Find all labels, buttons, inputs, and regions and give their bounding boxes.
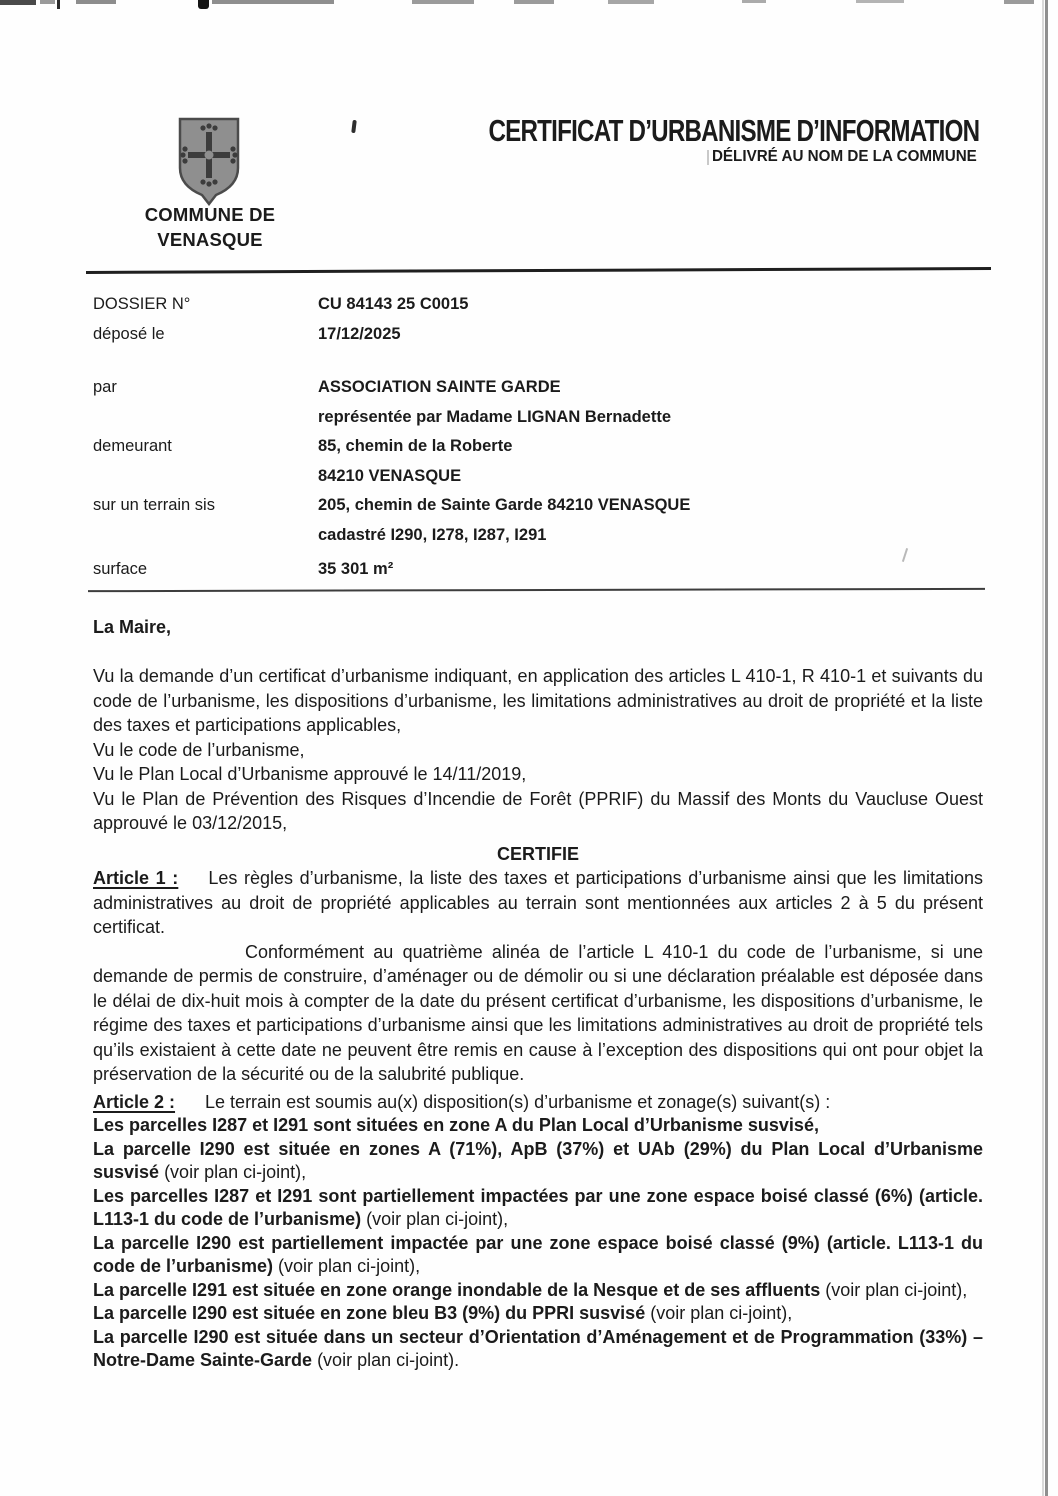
dossier-number-value: CU 84143 25 C0015 bbox=[318, 295, 469, 313]
article2-zone-line bbox=[93, 1138, 983, 1185]
cadastre-value: cadastré I290, I278, I287, I291 bbox=[318, 525, 547, 544]
zone-regular-text: (voir plan ci-joint), bbox=[159, 1162, 307, 1182]
zone-regular-text: (voir plan ci-joint). bbox=[312, 1350, 460, 1370]
zone-bold-text: La parcelle I290 est située en zones A (71%), ApB (37%) et UAb (29%) du Plan Local d’Urbanisme susvisé bbox=[93, 1138, 983, 1182]
dossier-row bbox=[93, 467, 983, 497]
scan-artifact bbox=[57, 0, 60, 9]
dossier-info-block bbox=[93, 288, 983, 590]
scan-artifact bbox=[412, 0, 474, 4]
scan-artifact bbox=[1004, 0, 1034, 4]
scan-artifact bbox=[742, 0, 766, 3]
zone-bold-text: La parcelle I290 est située en zone bleu B3 (9%) du PPRI susvisé bbox=[93, 1303, 646, 1323]
scan-artifact bbox=[608, 0, 654, 4]
scan-artifact bbox=[0, 0, 36, 5]
document-subtitle: DÉLIVRÉ AU NOM DE LA COMMUNE bbox=[712, 148, 977, 165]
scan-edge bbox=[1042, 0, 1044, 1496]
residence-city-value: 84210 VENASQUE bbox=[318, 466, 462, 485]
zone-regular-text: (voir plan ci-joint), bbox=[645, 1303, 793, 1323]
dossier-row bbox=[93, 496, 983, 526]
zone-regular-text: (voir plan ci-joint), bbox=[820, 1279, 968, 1300]
dossier-row bbox=[93, 526, 983, 556]
vu-paragraph-2: Vu le code de l’urbanisme, bbox=[93, 739, 305, 760]
article2-zone-line bbox=[93, 1114, 983, 1138]
deposit-date-value: 17/12/2025 bbox=[318, 324, 401, 343]
surface-value: 35 301 m² bbox=[318, 560, 394, 578]
zone-regular-text: (voir plan ci-joint), bbox=[273, 1256, 421, 1276]
scan-artifact bbox=[198, 0, 209, 9]
document-title: CERTIFICAT D’URBANISME D’INFORMATION bbox=[488, 113, 979, 148]
vu-paragraph-4: Vu le Plan de Prévention des Risques d’Incendie de Forêt (PPRIF) du Massif des Monts du Vaucluse Ouest approuvé le 03/12/2015, bbox=[93, 788, 983, 833]
commune-name bbox=[112, 202, 308, 252]
certifie-heading: CERTIFIE bbox=[496, 843, 579, 864]
scan-edge bbox=[1045, 0, 1048, 1496]
article2-zone-line bbox=[93, 1302, 983, 1326]
dossier-row bbox=[93, 560, 983, 590]
commune-name-line2: VENASQUE bbox=[157, 229, 263, 250]
article2-block bbox=[93, 1091, 983, 1373]
vu-paragraph-1: Vu la demande d’un certificat d’urbanisme indiquant, en application des articles L 410-1, R 410-1 et suivants du code de l’urbanisme, les dispositions d’urbanisme, les limitations administratives au droit de propriété et la liste des taxes et participations applicables, bbox=[93, 666, 983, 735]
scan-artifact bbox=[212, 0, 334, 4]
certificate-body bbox=[93, 615, 983, 1373]
article2-intro: Le terrain est soumis au(x) disposition(s) d’urbanisme et zonage(s) suivant(s) : bbox=[205, 1091, 831, 1112]
terrain-address-value: 205, chemin de Sainte Garde 84210 VENASQUE bbox=[318, 496, 691, 514]
vu-paragraph-3: Vu le Plan Local d’Urbanisme approuvé le 14/11/2019, bbox=[93, 764, 527, 784]
article2-heading: Article 2 : bbox=[93, 1091, 176, 1112]
deposit-date-label: déposé le bbox=[93, 324, 165, 343]
article2-zone-line bbox=[93, 1232, 983, 1279]
header-divider bbox=[86, 267, 991, 274]
terrain-label: sur un terrain sis bbox=[93, 496, 215, 514]
commune-name-line1: COMMUNE DE bbox=[144, 204, 276, 225]
dossier-row bbox=[93, 378, 983, 408]
article1-heading: Article 1 : bbox=[93, 868, 179, 888]
article2-heading-line bbox=[93, 1091, 983, 1115]
zone-bold-text: La parcelle I290 est située dans un secteur d’Orientation d’Aménagement et de Programmation (33%) – Notre-Dame Sainte-Garde bbox=[93, 1326, 983, 1370]
residence-label: demeurant bbox=[93, 437, 172, 455]
zone-bold-text: Les parcelles I287 et I291 sont partiellement impactées par une zone espace boisé classé (6%) (article. L113-1 du code de l’urbanisme) bbox=[93, 1185, 983, 1229]
applicant-label: par bbox=[93, 378, 117, 396]
zone-bold-text: Les parcelles I287 et I291 sont situées en zone A du Plan Local d’Urbanisme susvisé, bbox=[93, 1115, 819, 1135]
scan-artifact bbox=[351, 120, 357, 133]
article2-zone-line bbox=[93, 1185, 983, 1232]
surface-label: surface bbox=[93, 560, 148, 578]
scan-artifact bbox=[76, 0, 116, 4]
article1-paragraph-2: Conformément au quatrième alinéa de l’article L 410-1 du code de l’urbanisme, si une demande de permis de construire, d’aménager ou de démolir ou si une déclaration préalable est déposée dans le délai de dix-huit mois à compter de la date du présent certificat d’urbanisme, les dispositions d’urbanisme, le régime des taxes et participations d’urbanisme ainsi que les limitations administratives au droit de propriété tels qu’ils existaient à cette date ne peuvent être remis en cause à l’exception des dispositions qui ont pour objet la préservation de la sécurité ou de la salubrité publique. bbox=[93, 941, 983, 1084]
dossier-row bbox=[93, 295, 983, 325]
article1-text-1: Les règles d’urbanisme, la liste des taxes et participations d’urbanisme ainsi que les limitations administratives au droit de propriété applicables au terrain sont mentionnées aux articles 2 à 5 du présent certificat. bbox=[93, 868, 983, 937]
dossier-number-label: DOSSIER N° bbox=[93, 295, 191, 313]
salutation: La Maire, bbox=[93, 617, 172, 637]
zone-bold-text: La parcelle I290 est partiellement impactée par une zone espace boisé classé (9%) (article. L113-1 du code de l’urbanisme) bbox=[93, 1232, 983, 1276]
residence-address-value: 85, chemin de la Roberte bbox=[318, 437, 513, 455]
article2-zone-line bbox=[93, 1279, 983, 1303]
dossier-row bbox=[93, 325, 983, 355]
scan-artifact bbox=[40, 0, 55, 4]
article1-paragraph-1 bbox=[93, 866, 983, 940]
zone-regular-text: (voir plan ci-joint), bbox=[361, 1209, 509, 1229]
dossier-row bbox=[93, 437, 983, 467]
commune-crest-icon bbox=[176, 116, 242, 206]
representative-value: représentée par Madame LIGNAN Bernadette bbox=[318, 407, 672, 426]
scan-artifact bbox=[514, 0, 554, 4]
dossier-row bbox=[93, 408, 983, 438]
applicant-value: ASSOCIATION SAINTE GARDE bbox=[318, 378, 561, 396]
scan-artifact bbox=[707, 150, 709, 165]
zone-bold-text: La parcelle I291 est située en zone orange inondable de la Nesque et de ses affluents bbox=[93, 1279, 821, 1300]
scan-artifact bbox=[856, 0, 904, 3]
article2-zone-line bbox=[93, 1326, 983, 1373]
